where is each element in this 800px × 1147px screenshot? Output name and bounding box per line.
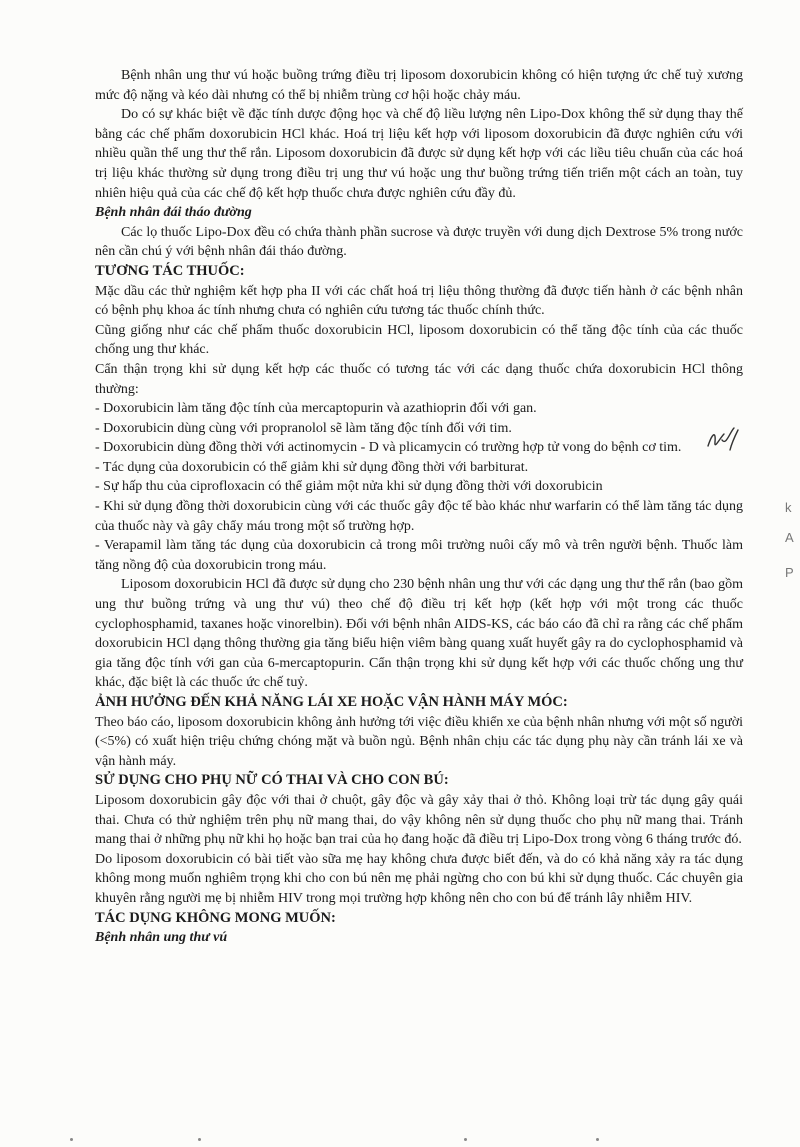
- paragraph: Liposom doxorubicin gây độc với thai ở chuột, gây độc và gây xảy thai ở thỏ. Không loại trừ tác dụng gây quái thai. Chưa có thử nghiệm trên phụ nữ mang thai, do vậy không nên sử dụng thuốc cho phụ nữ mang thai. Tránh mang thai ở những phụ nữ khi họ hoặc bạn trai của họ đang hoặc đã điều trị Lipo-Dox trong vòng 6 tháng trước đó.: [95, 792, 743, 848]
- paragraph: - Tác dụng của doxorubicin có thể giảm khi sử dụng đồng thời với barbiturat.: [95, 459, 529, 475]
- scan-dot: [70, 1138, 73, 1141]
- paragraph: - Doxorubicin dùng cùng với propranolol sẽ làm tăng độc tính đối với tim.: [95, 420, 512, 436]
- section-heading: TÁC DỤNG KHÔNG MONG MUỐN:: [95, 909, 336, 926]
- subsection-heading: Bệnh nhân ung thư vú: [95, 930, 228, 946]
- section-heading: SỬ DỤNG CHO PHỤ NỮ CÓ THAI VÀ CHO CON BÚ:: [95, 772, 449, 789]
- scan-edge-mark-2: A: [785, 530, 794, 545]
- paragraph: Do liposom doxorubicin có bài tiết vào sữa mẹ hay không chưa được biết đến, và do có khả năng xảy ra tác dụng không mong muốn nghiêm trọng khi cho con bú nên mẹ phải ngừng cho con bú khi sử dụng thuốc. Các chuyên gia khuyên rằng người mẹ bị nhiễm HIV trong mọi trường hợp không nên cho con bú để tránh lây nhiễm HIV.: [95, 851, 743, 906]
- paragraph: Do có sự khác biệt về đặc tính dược động học và chế độ liều lượng nên Lipo-Dox không thể sử dụng thay thế bằng các chế phẩm doxorubicin HCl khác. Hoá trị liệu kết hợp với liposom doxorubicin đã được nghiên cứu với nhiều quần thể ung thư thể rắn. Liposom doxorubicin đã được sử dụng kết hợp với các liều tiêu chuẩn của các hoá trị liệu khác thường sử dụng trong điều trị ung thư vú hoặc ung thư buồng trứng tiến triển một cách an toàn, tuy nhiên hiệu quả của các chế độ kết hợp thuốc chưa được nghiên cứu đầy đủ.: [95, 107, 743, 201]
- paragraph: Các lọ thuốc Lipo-Dox đều có chứa thành phần sucrose và được truyền với dung dịch Dextrose 5% trong nước nên cần chú ý với bệnh nhân đái tháo đường.: [95, 224, 743, 260]
- paragraph: Mặc dầu các thử nghiệm kết hợp pha II với các chất hoá trị liệu thông thường đã được tiến hành ở các bệnh nhân có bệnh phụ khoa ác tính nhưng chưa có nghiên cứu tương tác thuốc chính thức.: [95, 283, 743, 319]
- paragraph: Theo báo cáo, liposom doxorubicin không ảnh hưởng tới việc điều khiển xe của bệnh nhân nhưng với một số người (<5%) có xuất hiện triệu chứng chóng mặt và buồn ngủ. Bệnh nhân chịu các tác dụng phụ này cần tránh lái xe và vận hành máy.: [95, 714, 743, 769]
- document-body: [95, 66, 743, 948]
- paragraph: Cũng giống như các chế phẩm thuốc doxorubicin HCl, liposom doxorubicin có thể tăng độc tính của các thuốc chống ung thư khác.: [95, 322, 743, 358]
- scan-edge-mark-1: k: [785, 500, 792, 515]
- paragraph: Bệnh nhân ung thư vú hoặc buồng trứng điều trị liposom doxorubicin không có hiện tượng ức chế tuỷ xương mức độ nặng và kéo dài nhưng có thể bị nhiễm trùng cơ hội hoặc chảy máu.: [95, 68, 743, 103]
- paragraph: - Doxorubicin làm tăng độc tính của mercaptopurin và azathioprin đối với gan.: [95, 401, 537, 417]
- scan-edge-mark-3: P: [785, 565, 794, 580]
- scan-dot: [464, 1138, 467, 1141]
- scan-dot: [596, 1138, 599, 1141]
- paragraph: - Khi sử dụng đồng thời doxorubicin cùng với các thuốc gây độc tế bào khác như warfarin có thể làm tăng tác dụng của thuốc này và gây chẩy máu trong một số trường hợp.: [95, 499, 743, 534]
- scan-dot: [198, 1138, 201, 1141]
- section-heading: TƯƠNG TÁC THUỐC:: [95, 262, 245, 279]
- paragraph: - Verapamil làm tăng tác dụng của doxorubicin cả trong môi trường nuôi cấy mô và trên người bệnh. Thuốc làm tăng nồng độ của doxorubicin trong máu.: [95, 538, 743, 573]
- paragraph: - Doxorubicin dùng đồng thời với actinomycin - D và plicamycin có trường hợp tử vong do bệnh cơ tim.: [95, 440, 682, 456]
- paragraph: - Sự hấp thu của ciprofloxacin có thể giảm một nửa khi sử dụng đồng thời với doxorubicin: [95, 479, 603, 495]
- paragraph: Liposom doxorubicin HCl đã được sử dụng cho 230 bệnh nhân ung thư với các dạng ung thư thể rắn (bao gồm ung thư buồng trứng và ung thư vú) theo chế độ điều trị kết hợp (kết hợp với một trong các thuốc cyclophosphamid, taxanes hoặc vinorelbin). Đối với bệnh nhân AIDS-KS, các báo cáo đã chỉ ra rằng các chế phẩm doxorubicin HCl dạng thông thường gia tăng biểu hiện viêm bàng quang xuất huyết gây ra do cyclophosphamid và gia tăng độc tính với gan của 6-mercaptopurin. Cẩn thận trọng khi sử dụng kết hợp với các thuốc chống ung thư khác, đặc biệt là các thuốc ức chế tuỷ.: [95, 577, 743, 691]
- handwritten-initials: [702, 420, 742, 460]
- section-heading: ẢNH HƯỞNG ĐẾN KHẢ NĂNG LÁI XE HOẶC VẬN HÀNH MÁY MÓC:: [95, 694, 568, 710]
- subsection-heading: Bệnh nhân đái tháo đường: [95, 205, 252, 221]
- paragraph: Cẩn thận trọng khi sử dụng kết hợp các thuốc có tương tác với các dạng thuốc chứa doxorubicin HCl thông thường:: [95, 361, 743, 397]
